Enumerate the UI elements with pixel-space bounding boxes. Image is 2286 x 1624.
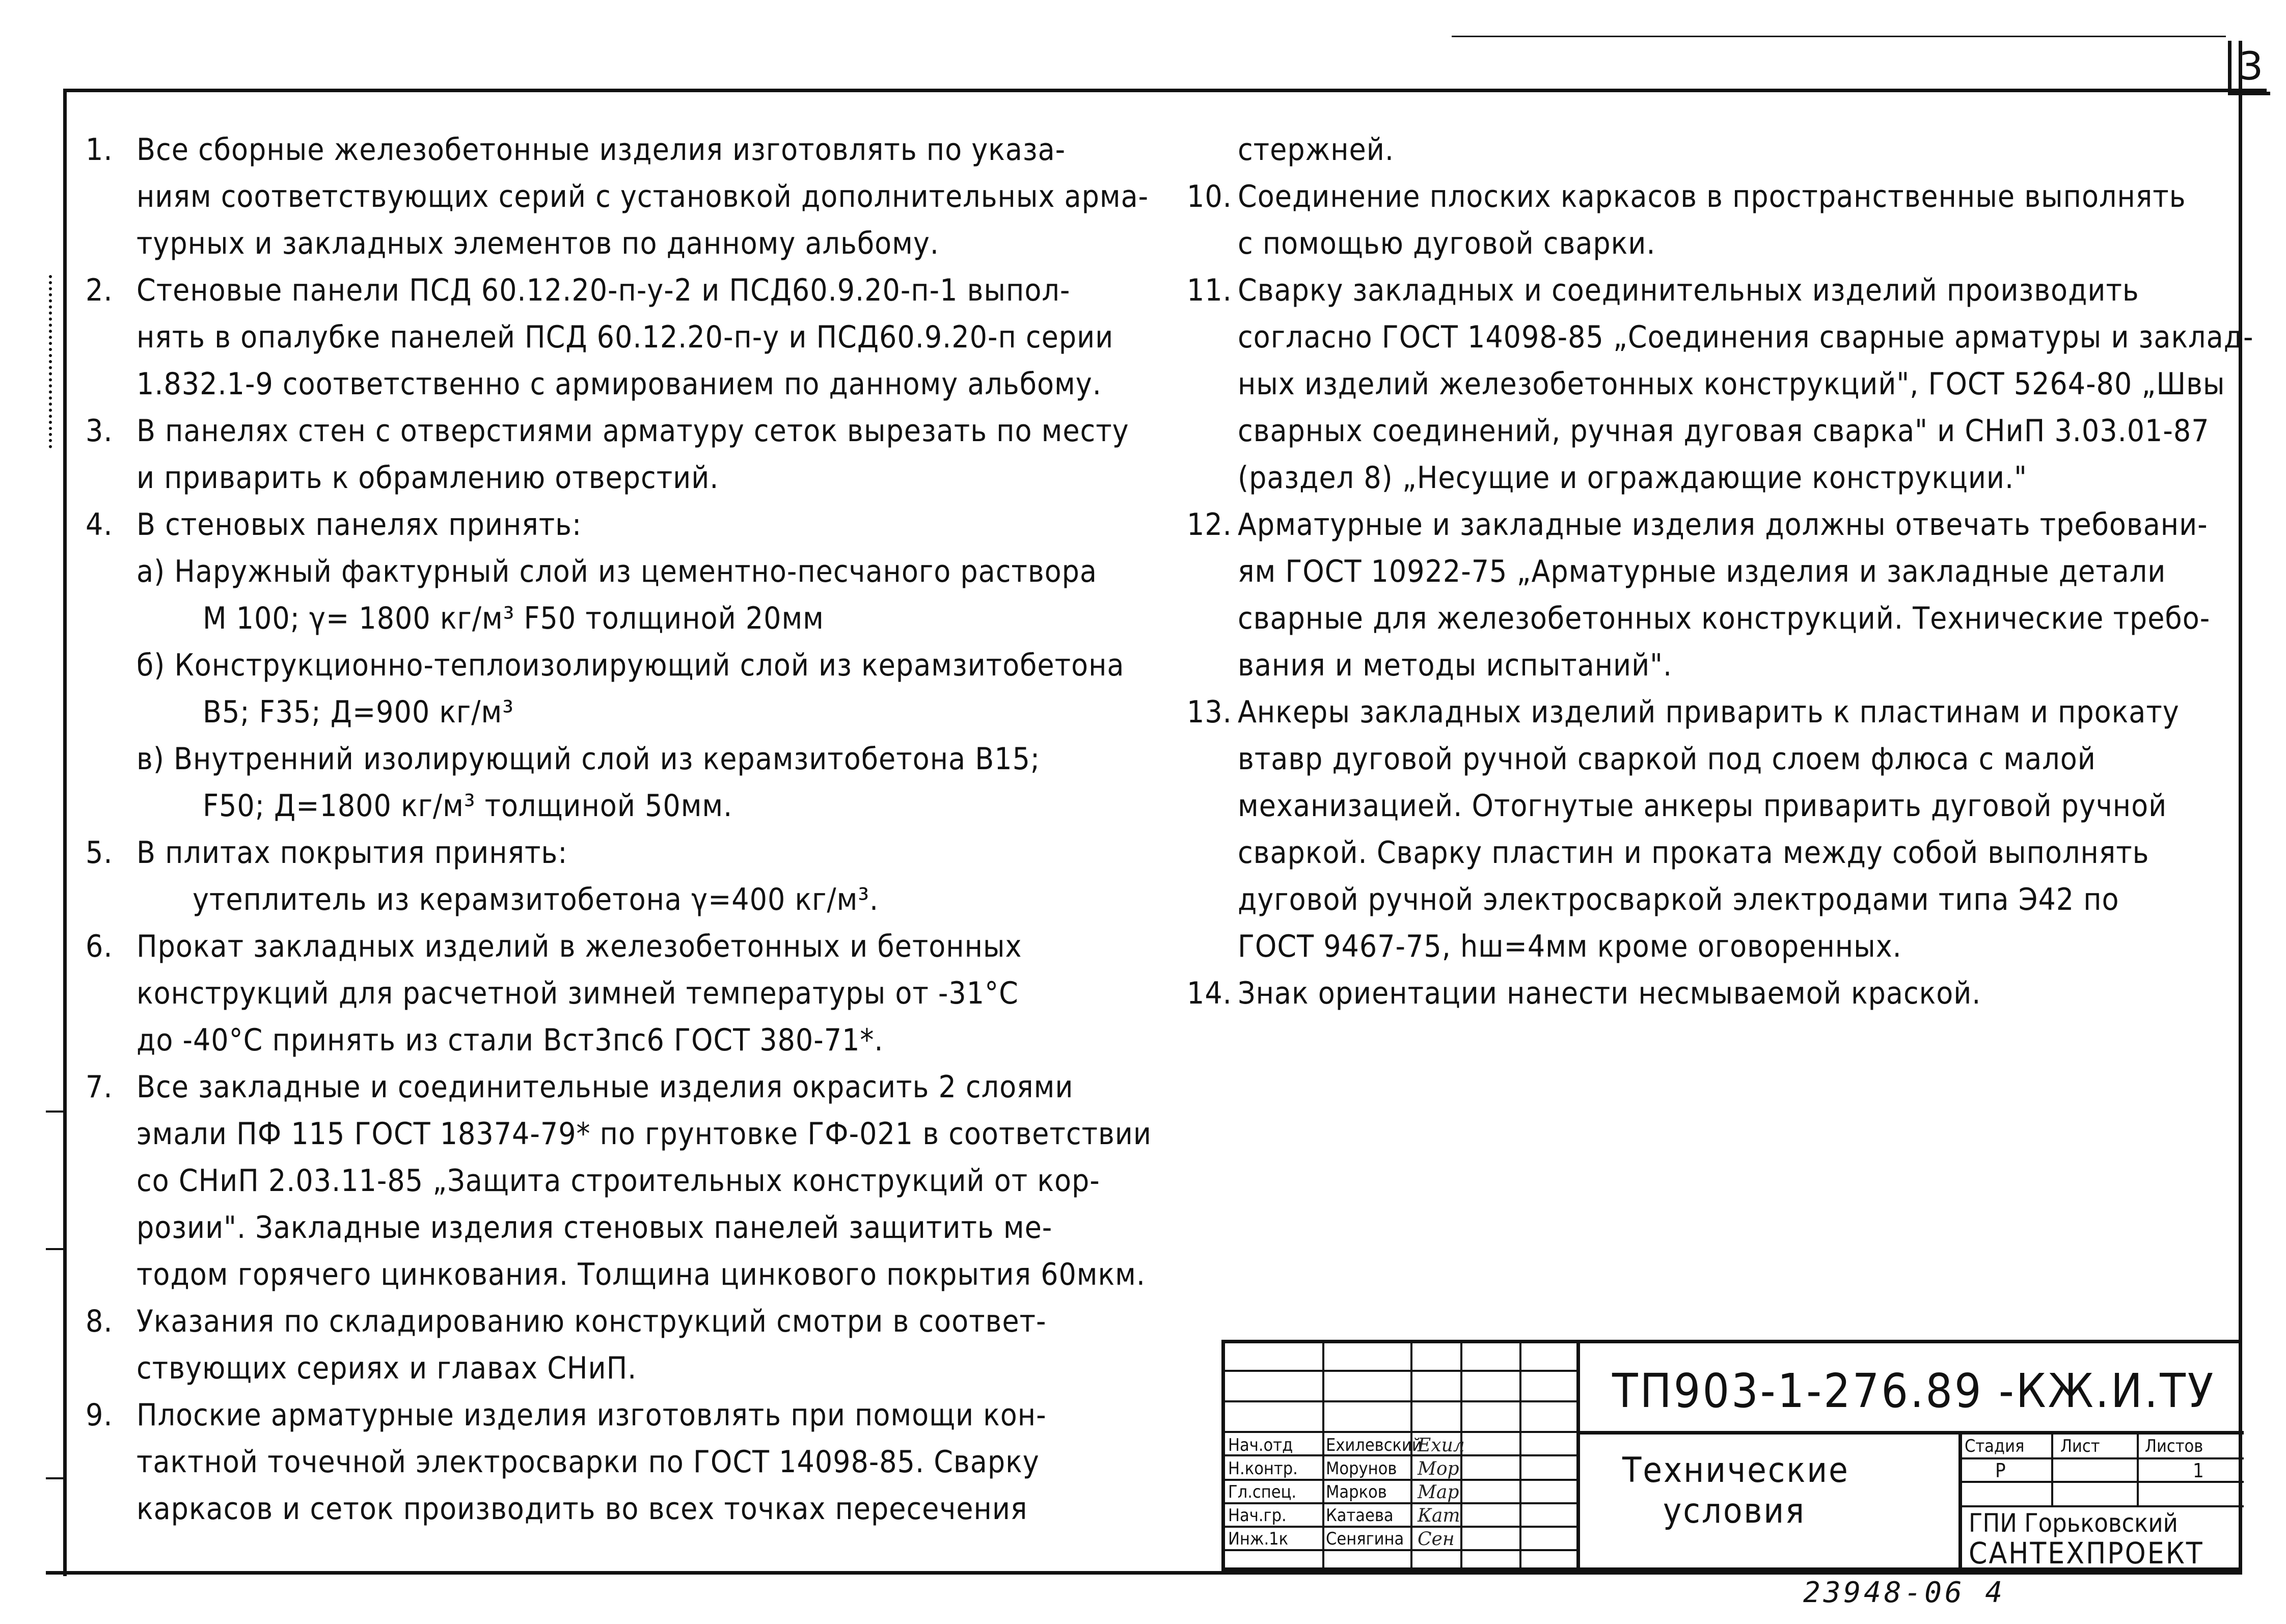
note-number: 7. [86, 1069, 113, 1105]
left-column-line [86, 314, 1113, 361]
title-block [1221, 1340, 2242, 1571]
note-text: Прокат закладных изделий в железобетонных и бетонных [137, 929, 1022, 964]
drawing-code: ТП903-1-276.89 -КЖ.И.ТУ [1612, 1364, 2216, 1418]
tb-grid-hline-5 [1225, 1479, 1576, 1481]
note-text: втавр дуговой ручной сваркой под слоем флюса с малой [1238, 741, 2096, 777]
note-text: Анкеры закладных изделий приварить к пластинам и прокату [1238, 694, 2180, 730]
note-text: Все сборные железобетонные изделия изготовлять по указа- [137, 132, 1066, 168]
right-column-line [1187, 829, 2149, 877]
note-text: В панелях стен с отверстиями арматуру сеток вырезать по месту [137, 413, 1129, 449]
sheet-header: Лист [2060, 1436, 2100, 1456]
note-text: В плитах покрытия принять: [137, 835, 568, 871]
right-column-line [1187, 408, 2210, 455]
note-number: 4. [86, 507, 113, 543]
person-signature: Мар [1418, 1482, 1459, 1503]
left-column-line [86, 970, 1019, 1017]
left-column-line [86, 1064, 1073, 1111]
note-text: Указания по складированию конструкций смотри в соответ- [137, 1304, 1047, 1339]
right-column-line [1187, 876, 2119, 924]
person-signature: Сен [1418, 1529, 1455, 1550]
tb-code-underline [1576, 1431, 2244, 1434]
note-text: согласно ГОСТ 14098-85 „Соединения сварные арматуры и заклад- [1238, 319, 2254, 355]
note-text: конструкций для расчетной зимней температуры от -31°С [137, 976, 1019, 1011]
right-column-line [1187, 923, 1902, 970]
sheet-title-line-1: Технические [1622, 1450, 1849, 1491]
note-number: 1. [86, 132, 113, 168]
left-column-line [86, 548, 1097, 596]
tb-stage-hline-3 [1958, 1505, 2244, 1507]
person-role: Н.контр. [1228, 1458, 1298, 1479]
right-column-line [1187, 126, 1394, 174]
person-name: Катаева [1326, 1505, 1394, 1526]
note-text: со СНиП 2.03.11-85 „Защита строительных конструкций от кор- [137, 1163, 1100, 1199]
left-column-line [86, 595, 824, 642]
right-column-line [1187, 454, 2027, 502]
frame-bottom-border [46, 1571, 2242, 1575]
right-column-line [1187, 220, 1655, 267]
frame-top-border [64, 89, 2267, 92]
left-column-line [86, 126, 1066, 174]
tb-stage-vline-2 [2137, 1431, 2139, 1505]
note-text: турных и закладных элементов по данному альбому. [137, 226, 939, 261]
tb-grid-hline-3 [1225, 1431, 1576, 1433]
note-text: ствующих сериях и главах СНиП. [137, 1350, 637, 1386]
person-signature: Мор [1418, 1458, 1459, 1479]
top-right-hairline [1452, 36, 2226, 37]
left-column-line [86, 1298, 1046, 1345]
left-column-line [86, 501, 582, 549]
tb-grid-hline-8 [1225, 1549, 1576, 1551]
note-text: F50; Д=1800 кг/м³ толщиной 50мм. [203, 788, 733, 824]
right-column-line [1187, 595, 2210, 642]
left-column-line [86, 173, 1149, 221]
note-text: розии". Закладные изделия стеновых панелей защитить ме- [137, 1210, 1053, 1246]
right-column-line [1187, 501, 2208, 549]
tb-grid-hline-1 [1225, 1370, 1576, 1372]
right-column-line [1187, 689, 2180, 736]
note-text: тактной точечной электросварки по ГОСТ 14098-85. Сварку [137, 1444, 1040, 1480]
person-role: Нач.гр. [1228, 1505, 1287, 1526]
left-column-line [86, 689, 514, 736]
person-name: Сенягина [1326, 1529, 1404, 1549]
note-text: Арматурные и закладные изделия должны отвечать требовани- [1238, 507, 2208, 543]
person-role: Нач.отд [1228, 1435, 1293, 1455]
left-column-line [86, 829, 567, 877]
note-number: 3. [86, 413, 113, 449]
right-column-line [1187, 361, 2225, 408]
note-number: 9. [86, 1397, 113, 1433]
left-column-line [86, 454, 719, 502]
person-name: Марков [1326, 1482, 1387, 1502]
left-edge-tick-3 [46, 1477, 64, 1479]
note-number: 11. [1187, 273, 1232, 308]
note-number: 12. [1187, 507, 1232, 543]
left-column-line [86, 736, 1040, 783]
left-column-line [86, 1439, 1040, 1486]
left-column-line [86, 1204, 1052, 1252]
notes-right-column [1187, 126, 2254, 1043]
note-number: 10. [1187, 179, 1232, 214]
left-edge-tick-2 [46, 1248, 64, 1250]
person-role: Инж.1к [1228, 1529, 1289, 1549]
left-column-line [86, 1157, 1100, 1205]
note-text: ям ГОСТ 10922-75 „Арматурные изделия и закладные детали [1238, 554, 2166, 589]
note-text: Все закладные и соединительные изделия окрасить 2 слоями [137, 1069, 1074, 1105]
left-column-line [86, 923, 1022, 970]
note-text: а) Наружный фактурный слой из цементно-песчаного раствора [137, 554, 1098, 589]
tb-grid-hline-7 [1225, 1526, 1576, 1528]
note-text: б) Конструкционно-теплоизолирующий слой из керамзитобетона [137, 647, 1125, 683]
note-text: каркасов и сеток производить во всех точках пересечения [137, 1491, 1028, 1527]
note-text: Сварку закладных и соединительных изделий производить [1238, 273, 2139, 308]
note-text: сварные для железобетонных конструкций. Технические требо- [1238, 601, 2211, 636]
note-text: сварных соединений, ручная дуговая сварка" и СНиП 3.03.01-87 [1238, 413, 2210, 449]
tb-grid-hline-2 [1225, 1400, 1576, 1402]
tb-title-divider [1958, 1431, 1962, 1567]
note-text: сваркой. Сварку пластин и проката между собой выполнять [1238, 835, 2149, 871]
note-text: В5; F35; Д=900 кг/м³ [203, 694, 514, 730]
left-column-line [86, 1345, 637, 1392]
person-role: Гл.спец. [1228, 1482, 1297, 1502]
note-text: нять в опалубке панелей ПСД 60.12.20-п-у и ПСД60.9.20-п серии [137, 319, 1114, 355]
frame-left-border [63, 89, 67, 1576]
note-text: ГОСТ 9467-75, hш=4мм кроме оговоренных. [1238, 929, 1902, 964]
stage-value: Р [1995, 1459, 2006, 1482]
archive-number: 23948-06 4 [1803, 1576, 2006, 1609]
note-text: Плоские арматурные изделия изготовлять при помощи кон- [137, 1397, 1047, 1433]
note-text: (раздел 8) „Несущие и ограждающие конструкции." [1238, 460, 2027, 496]
tb-grid-hline-6 [1225, 1502, 1576, 1504]
note-text: вания и методы испытаний". [1238, 647, 1673, 683]
note-text: стержней. [1238, 132, 1394, 168]
note-text: механизацией. Отогнутые анкеры приварить дуговой ручной [1238, 788, 2167, 824]
tb-main-divider [1576, 1343, 1580, 1567]
left-column-line [86, 1485, 1027, 1533]
note-text: и приварить к обрамлению отверстий. [137, 460, 719, 496]
left-column-line [86, 642, 1124, 689]
note-number: 5. [86, 835, 113, 871]
note-text: ниям соответствующих серий с установкой дополнительных арма- [137, 179, 1149, 214]
left-column-line [86, 782, 732, 830]
left-column-line [86, 1017, 884, 1064]
note-number: 14. [1187, 976, 1232, 1011]
note-text: эмали ПФ 115 ГОСТ 18374-79* по грунтовке ГФ-021 в соответствии [137, 1116, 1152, 1152]
note-text: 1.832.1-9 соответственно с армированием по данному альбому. [137, 366, 1102, 402]
note-text: В стеновых панелях принять: [137, 507, 582, 543]
note-number: 2. [86, 273, 113, 308]
right-column-line [1187, 736, 2096, 783]
right-column-line [1187, 173, 2186, 221]
note-text: в) Внутренний изолирующий слой из керамзитобетона В15; [137, 741, 1041, 777]
note-text: Стеновые панели ПСД 60.12.20-п-у-2 и ПСД60.9.20-п-1 выпол- [137, 273, 1071, 308]
left-column-line [86, 361, 1102, 408]
right-column-line [1187, 642, 1672, 689]
left-column-line [86, 1392, 1047, 1439]
organization-line-2: САНТЕХПРОЕКТ [1969, 1536, 2204, 1571]
left-edge-tick-1 [46, 1111, 64, 1113]
right-column-line [1187, 267, 2139, 314]
note-text: М 100; γ= 1800 кг/м³ F50 толщиной 20мм [203, 601, 824, 636]
right-column-line [1187, 314, 2253, 361]
person-signature: Кат [1418, 1505, 1460, 1526]
left-column-line [86, 1111, 1152, 1158]
note-text: утеплитель из керамзитобетона γ=400 кг/м³. [193, 882, 879, 917]
left-column-line [86, 1251, 1146, 1298]
tb-stage-vline-1 [2051, 1431, 2053, 1505]
stage-header: Стадия [1965, 1436, 2025, 1456]
binding-ticks [49, 275, 58, 448]
right-column-line [1187, 970, 1981, 1017]
person-name: Ехилевский [1326, 1435, 1422, 1455]
note-text: с помощью дуговой сварки. [1238, 226, 1656, 261]
right-column-line [1187, 782, 2167, 830]
notes-left-column [86, 126, 1186, 1532]
sheets-value: 1 [2193, 1459, 2204, 1482]
note-text: Соединение плоских каркасов в пространственные выполнять [1238, 179, 2186, 214]
note-number: 6. [86, 929, 113, 964]
note-number: 8. [86, 1304, 113, 1339]
person-name: Морунов [1326, 1458, 1397, 1479]
left-column-line [86, 220, 939, 267]
sheet-number: 3 [2228, 41, 2270, 95]
right-column-line [1187, 548, 2166, 596]
left-column-line [86, 408, 1129, 455]
note-number: 13. [1187, 694, 1232, 730]
organization-line-1: ГПИ Горьковский [1969, 1508, 2178, 1538]
note-text: дуговой ручной электросваркой электродами типа Э42 по [1238, 882, 2119, 917]
note-text: Знак ориентации нанести несмываемой краской. [1238, 976, 1981, 1011]
note-text: тодом горячего цинкования. Толщина цинкового покрытия 60мкм. [137, 1257, 1146, 1292]
note-text: до -40°С принять из стали Вст3пс6 ГОСТ 380-71*. [137, 1022, 884, 1058]
sheet-title-line-2: условия [1663, 1491, 1806, 1531]
left-column-line [86, 876, 879, 924]
left-column-line [86, 267, 1070, 314]
sheets-header: Листов [2145, 1436, 2203, 1456]
note-text: ных изделий железобетонных конструкций", ГОСТ 5264-80 „Швы [1238, 366, 2225, 402]
person-signature: Ехил [1418, 1435, 1465, 1456]
